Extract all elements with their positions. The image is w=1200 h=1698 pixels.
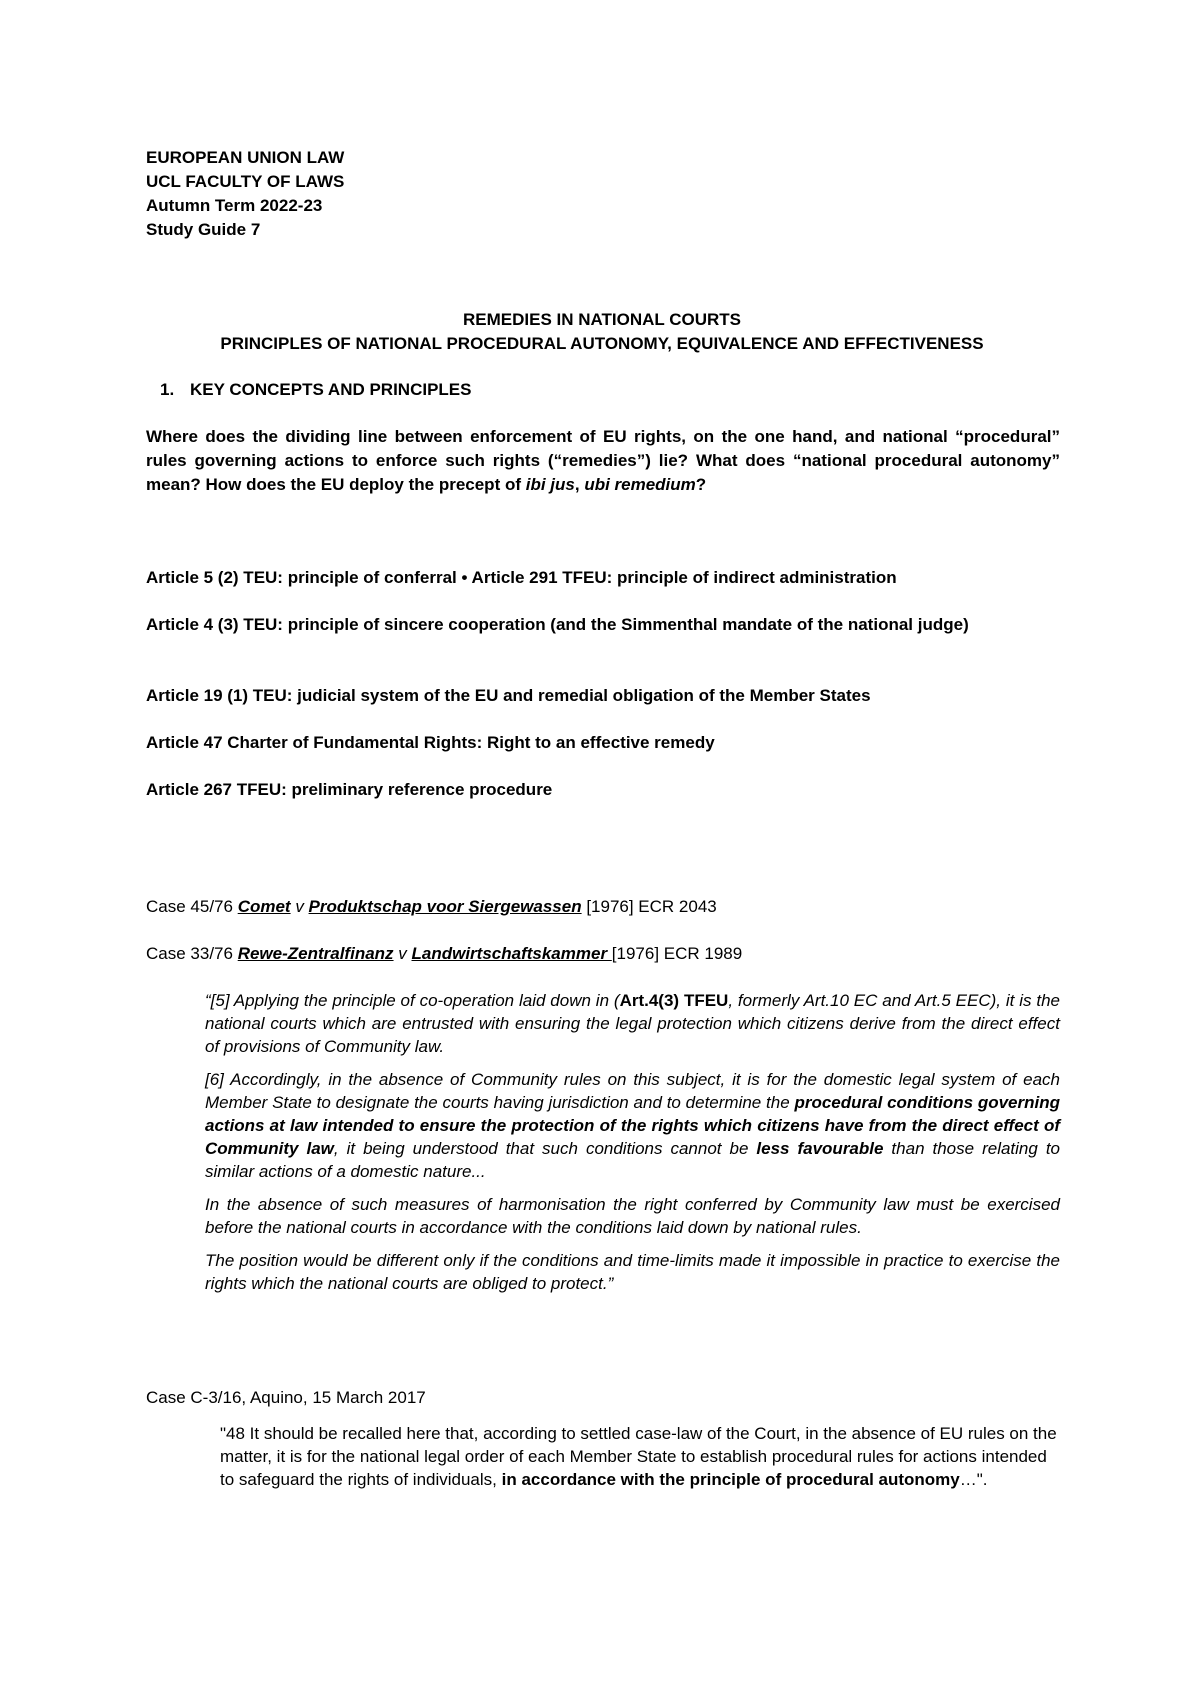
quote-paragraph-5 [205,989,1060,1058]
quote-bold: Art.4(3) TFEU [619,991,729,1010]
section-number: 1. [160,380,175,399]
course-title: EUROPEAN UNION LAW [146,148,345,167]
case-party: Rewe-Zentralfinanz [237,944,394,963]
subtitle: PRINCIPLES OF NATIONAL PROCEDURAL AUTONOMY, EQUIVALENCE AND EFFECTIVENESS [220,334,984,353]
case-versus: v [393,944,412,963]
quote-paragraph-position: The position would be different only if the conditions and time-limits made it impossible in practice to exercise the rights which the national courts are obliged to protect.” [205,1251,1060,1293]
question-comma: , [574,475,585,494]
case-party: Comet [237,897,291,916]
case-aquino: Case C-3/16, Aquino, 15 March 2017 [146,1388,426,1407]
article-item: Article 4 (3) TEU: principle of sincere cooperation (and the Simmenthal mandate of the national judge) [146,615,969,634]
quote-text: , formerly Art.10 EC and Art.5 EEC), it is the national courts which are entrusted with ensuring the legal protection which citizens derive from the direct effect of provisions of Community law. [205,991,1060,1056]
study-guide-number: Study Guide 7 [146,220,261,239]
section-title: KEY CONCEPTS AND PRINCIPLES [190,380,472,399]
ubi-remedium: ubi remedium [584,475,696,494]
quote-text: , it being understood that such conditions cannot be [333,1139,757,1158]
quote-text: [6] Accordingly, in the absence of Community rules on this subject, it is for the domestic legal system of each Member State to designate the courts having jurisdiction and to determine the [205,1070,1060,1112]
article-item: Article 19 (1) TEU: judicial system of the EU and remedial obligation of the Member States [146,686,871,705]
quote-paragraph-6 [205,1068,1060,1183]
case-party: Produktschap voor Siergewassen [308,897,582,916]
case-number: Case 45/76 [146,897,238,916]
article-item: Article 267 TFEU: preliminary reference procedure [146,780,553,799]
case-number: Case 33/76 [146,944,238,963]
key-question [146,425,1060,497]
article-item: Article 5 (2) TEU: principle of conferral • Article 291 TFEU: principle of indirect administration [146,568,897,587]
question-text: Where does the dividing line between enforcement of EU rights, on the one hand, and national “procedural” rules governing actions to enforce such rights (“remedies”) lie? What does “national procedural autonomy” mean? How does the EU deploy the precept of [146,427,1060,494]
case-citation: [1976] ECR 1989 [611,944,743,963]
case-rewe [146,942,742,966]
term: Autumn Term 2022-23 [146,196,323,215]
quote-paragraph-harmonisation: In the absence of such measures of harmonisation the right conferred by Community law must be exercised before the national courts in accordance with the conditions laid down by national rules. [205,1195,1060,1237]
case-versus: v [290,897,309,916]
rewe-quote [205,989,1060,1295]
case-comet [146,895,717,919]
section-heading [160,378,472,402]
question-end: ? [695,475,707,494]
quote-text: "48 It should be recalled here that, according to settled case-law of the Court, in the absence of EU rules on the matter, it is for the national legal order of each Member State to establish procedural rules for actions intended to safeguard the rights of individuals, [220,1424,1057,1489]
document-titles [146,308,1058,356]
faculty-name: UCL FACULTY OF LAWS [146,172,345,191]
quote-text: than those relating to similar actions of a domestic nature... [205,1139,1060,1181]
article-item: Article 47 Charter of Fundamental Rights: Right to an effective remedy [146,733,715,752]
ibi-jus: ibi jus [525,475,575,494]
quote-bold: procedural conditions governing actions at law intended to ensure the protection of the rights which citizens have from the direct effect of Community law [205,1093,1060,1158]
document-header [146,146,344,242]
quote-bold: in accordance with the principle of procedural autonomy [501,1470,960,1489]
quote-text: …". [959,1470,988,1489]
aquino-quote [220,1422,1060,1491]
case-party: Landwirtschaftskammer [411,944,612,963]
quote-bold: less favourable [756,1139,884,1158]
case-citation: [1976] ECR 2043 [581,897,717,916]
quote-text: “[5] Applying the principle of co-operation laid down in ( [205,991,620,1010]
main-title: REMEDIES IN NATIONAL COURTS [463,310,741,329]
